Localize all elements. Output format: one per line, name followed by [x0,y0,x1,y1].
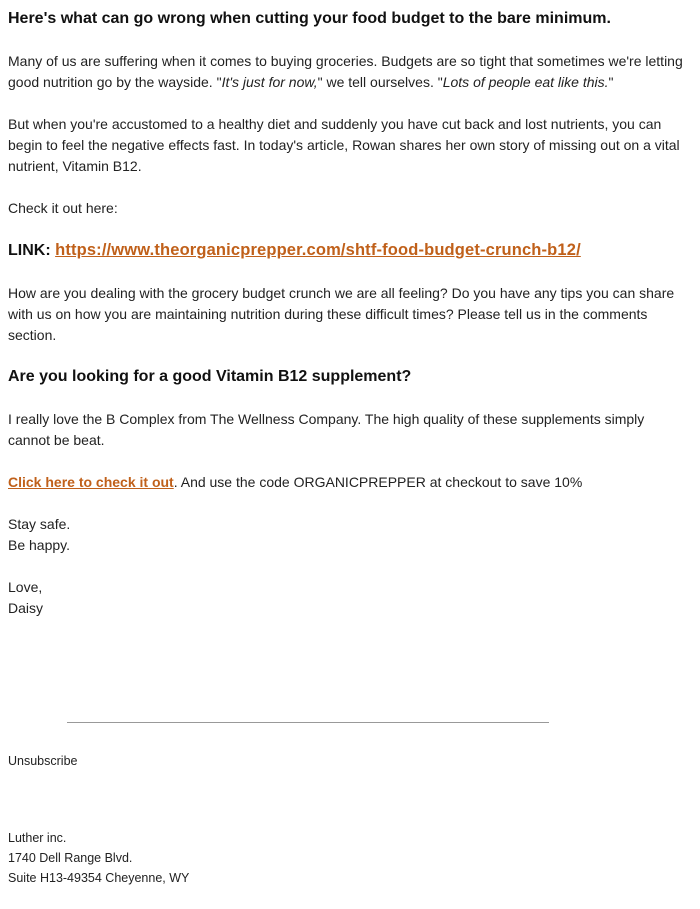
check-it-out-text: Check it out here: [8,200,118,216]
address-line: 1740 Dell Range Blvd. [8,851,133,865]
company-name: Luther inc. [8,831,67,845]
intro-end-text: " [608,74,614,90]
footer-divider [67,722,549,723]
article-summary-paragraph: But when you're accustomed to a healthy diet and suddenly you have cut back and lost nutrients, you can begin to feel the negative effects fast. In today's article, Rowan shares her own story of missing out on a vital nutrient, Vitamin B12. [8,116,680,174]
intro-text: Many of us are suffering when it comes to buying groceries. Budgets are so tight that sometimes we're letting good nutrition go by the wayside. " [8,53,683,90]
signature: Daisy [8,600,44,616]
footer-address [8,828,189,888]
email-body [8,8,688,619]
question-paragraph: How are you dealing with the grocery budget crunch we are all feeling? Do you have any tips you can share with us on how you are maintaining nutrition during these difficult times? Please tell us in the comments section. [8,285,675,343]
link-label: LINK: [8,242,51,259]
signoff-line: Love, [8,579,43,595]
check-it-out-link[interactable]: Click here to check it out [8,474,174,490]
intro-mid-text: " we tell ourselves. " [317,74,443,90]
supplement-paragraph: I really love the B Complex from The Wellness Company. The high quality of these supplements simply cannot be beat. [8,411,645,448]
quote-just-for-now: It's just for now, [221,74,318,90]
signoff-line: Be happy. [8,537,71,553]
supplement-heading: Are you looking for a good Vitamin B12 supplement? [8,368,412,385]
article-link[interactable]: https://www.theorganicprepper.com/shtf-food-budget-crunch-b12/ [55,241,581,259]
article-heading: Here's what can go wrong when cutting your food budget to the bare minimum. [8,10,611,27]
unsubscribe-link[interactable]: Unsubscribe [8,754,78,768]
quote-lots-of-people: Lots of people eat like this. [442,74,609,90]
intro-paragraph [8,51,688,93]
cta-paragraph [8,472,688,493]
signoff-line: Stay safe. [8,516,71,532]
address-line: Suite H13-49354 Cheyenne, WY [8,871,190,885]
link-line [8,239,688,262]
cta-rest-text: . And use the code ORGANICPREPPER at checkout to save 10% [173,474,583,490]
